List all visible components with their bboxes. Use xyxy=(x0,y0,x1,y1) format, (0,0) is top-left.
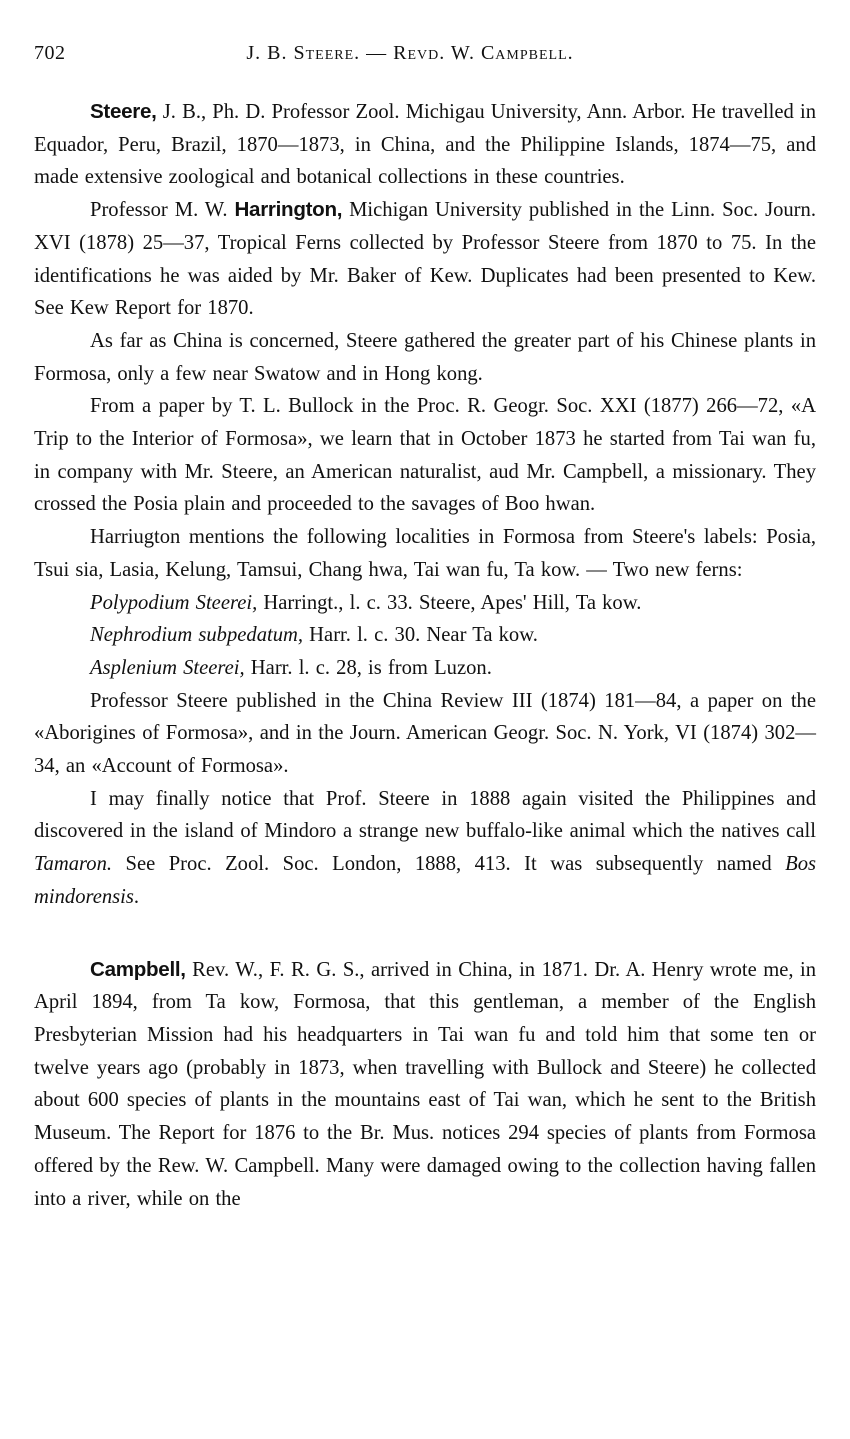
paragraph xyxy=(34,194,816,325)
paragraph: From a paper by T. L. Bullock in the Proc. R. Geogr. Soc. XXI (1877) 266—72, «A Trip to the Interior of Formosa», we learn that in October 1873 he started from Tai wan fu, in company with Mr. Steere, an American naturalist, aud Mr. Campbell, a missionary. They crossed the Posia plain and proceeded to the savages of Boo hwan. xyxy=(34,395,816,516)
entry-name: Steere, xyxy=(90,100,157,123)
page-number: 702 xyxy=(34,42,66,64)
species-text: Harr. l. c. 28, is from Luzon. xyxy=(244,656,492,679)
page xyxy=(34,42,816,1215)
paragraph-text: I may finally notice that Prof. Steere in 1888 again visited the Philippines and discovered in the island of Mindoro a strange new buffalo-like animal which the natives call xyxy=(34,787,816,843)
paragraph-text: Michigan University published in the Linn. Soc. Journ. XVI (1878) 25—37, Tropical Ferns collected by Professor Steere from 1870 to 75. In the identifications he was aided by Mr. Baker of Kew. Duplicates had been presented to Kew. See Kew Report for 1870. xyxy=(34,199,816,320)
species-line xyxy=(34,587,816,620)
species-name: Nephrodium subpedatum, xyxy=(90,624,304,647)
running-head xyxy=(34,42,816,76)
paragraph xyxy=(34,96,816,194)
entry-separator xyxy=(34,914,816,954)
species-line xyxy=(34,619,816,652)
entry-campbell xyxy=(34,954,816,1216)
paragraph: Professor Steere published in the China Review III (1874) 181—84, a paper on the «Aborigines of Formosa», and in the Journ. American Geogr. Soc. N. York, VI (1874) 302—34, an «Account of Formosa». xyxy=(34,689,816,778)
paragraph xyxy=(34,954,816,1216)
paragraph-text: Rev. W., F. R. G. S., arrived in China, in 1871. Dr. A. Henry wrote me, in April 1894, from Ta kow, Formosa, that this gentleman, a member of the English Presbyterian Mission had his headquarters in Tai wan fu and told him that some ten or twelve years ago (probably in 1873, when travelling with Bullock and Steere) he collected about 600 species of plants in the mountains east of Tai wan, which he sent to the British Museum. The Report for 1876 to the Br. Mus. notices 294 species of plants from Formosa offered by the Rew. W. Campbell. Many were damaged owing to the collection having fallen into a river, while on the xyxy=(34,958,816,1210)
entry-name: Campbell, xyxy=(90,957,186,981)
species-name: Polypodium Steerei, xyxy=(90,591,258,614)
species-name: Asplenium Steerei, xyxy=(90,656,245,679)
species-name: Bos mindorensis xyxy=(34,853,816,908)
paragraph-text: . xyxy=(133,885,140,908)
paragraph: As far as China is concerned, Steere gathered the greater part of his Chinese plants in Formosa, only a few near Swatow and in Hong kong. xyxy=(34,329,816,385)
entry-name: Harrington, xyxy=(234,198,343,222)
paragraph-text: Professor M. W. xyxy=(90,199,235,222)
native-name: Tamaron. xyxy=(34,853,113,876)
paragraph-text: J. B., Ph. D. Professor Zool. Michigau University, Ann. Arbor. He travelled in Equador, Peru, Brazil, 1870—1873, in China, and the Philippine Islands, 1874—75, and made extensive zoological and botanical collections in these countries. xyxy=(34,101,816,189)
entry-steere xyxy=(34,96,816,914)
species-text: Harringt., l. c. 33. Steere, Apes' Hill, Ta kow. xyxy=(257,591,642,614)
paragraph: Harriugton mentions the following localities in Formosa from Steere's labels: Posia, Tsui sia, Lasia, Kelung, Tamsui, Chang hwa, Tai wan fu, Ta kow. — Two new ferns: xyxy=(34,526,816,581)
paragraph-text: See Proc. Zool. Soc. London, 1888, 413. It was subsequently named xyxy=(112,853,786,876)
species-text: Harr. l. c. 30. Near Ta kow. xyxy=(303,624,538,647)
species-line xyxy=(34,652,816,685)
paragraph xyxy=(34,783,816,914)
running-head-title: J. B. Steere. — Revd. W. Campbell. xyxy=(246,42,574,64)
